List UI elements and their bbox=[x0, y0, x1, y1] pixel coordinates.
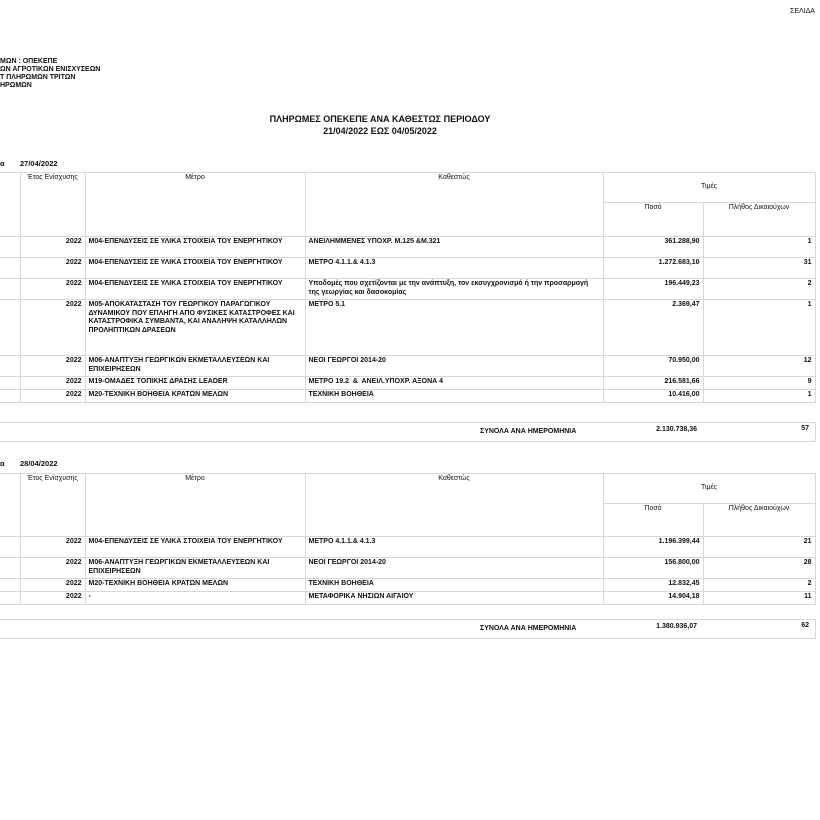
col-header-times: Τιμές bbox=[603, 474, 815, 504]
cell-plithos: 1 bbox=[703, 300, 815, 356]
cell-metro: Μ05-ΑΠΟΚΑΤΑΣΤΑΣΗ ΤΟΥ ΓΕΩΡΓΙΚΟΥ ΠΑΡΑΓΩΓΙΚΟΥ ΔΥΝΑΜΙΚΟΥ ΠΟΥ ΕΠΛΗΓΗ ΑΠΟ ΦΥΣΙΚΕΣ ΚΑΤΑΣΤΡΟΦΕΣ ΚΑΙ ΚΑΤΑΣΤΡΟΦΙΚΑ ΣΥΜΒΑΝΤΑ, ΚΑΙ ΑΝΑΛΗΨΗ ΚΑΤΑΛΛΗΛΩΝ ΠΡΟΛΗΠΤΙΚΩΝ ΔΡΑΣΕΩΝ bbox=[85, 300, 305, 356]
cell-kathestos: ΜΕΤΡΟ 5.1 bbox=[305, 300, 603, 356]
cell-year: 2022 bbox=[20, 558, 85, 579]
cell-metro: Μ20-ΤΕΧΝΙΚΗ ΒΟΗΘΕΙΑ ΚΡΑΤΩΝ ΜΕΛΩΝ bbox=[85, 579, 305, 592]
section-date: 28/04/2022 bbox=[20, 459, 58, 468]
table-row bbox=[0, 579, 815, 592]
cell-year: 2022 bbox=[20, 237, 85, 258]
cell-plithos: 28 bbox=[703, 558, 815, 579]
totals-label: ΣΥΝΟΛΑ ΑΝΑ ΗΜΕΡΟΜΗΝΙΑ bbox=[480, 625, 577, 632]
cell-poso: 361.288,90 bbox=[603, 237, 703, 258]
cell-year: 2022 bbox=[20, 592, 85, 605]
cell-metro: Μ20-ΤΕΧΝΙΚΗ ΒΟΗΘΕΙΑ ΚΡΑΤΩΝ ΜΕΛΩΝ bbox=[85, 390, 305, 403]
totals-label: ΣΥΝΟΛΑ ΑΝΑ ΗΜΕΡΟΜΗΝΙΑ bbox=[480, 428, 577, 435]
totals-poso: 1.380.936,07 bbox=[656, 623, 697, 630]
cell-year: 2022 bbox=[20, 390, 85, 403]
cell-poso: 2.369,47 bbox=[603, 300, 703, 356]
table-row bbox=[0, 377, 815, 390]
table-row bbox=[0, 558, 815, 579]
cell-plithos: 21 bbox=[703, 537, 815, 558]
totals-row bbox=[0, 619, 816, 639]
totals-plithos: 57 bbox=[801, 425, 809, 432]
cell-plithos: 2 bbox=[703, 579, 815, 592]
col-header-poso: Ποσό bbox=[603, 504, 703, 537]
cell-metro: Μ04-ΕΠΕΝΔΥΣΕΙΣ ΣΕ ΥΛΙΚΑ ΣΤΟΙΧΕΙΑ ΤΟΥ ΕΝΕΡΓΗΤΙΚΟΥ bbox=[85, 237, 305, 258]
totals-poso: 2.130.738,36 bbox=[656, 426, 697, 433]
cell-metro: Μ06-ΑΝΑΠΤΥΞΗ ΓΕΩΡΓΙΚΩΝ ΕΚΜΕΤΑΛΛΕΥΣΕΩΝ ΚΑΙ ΕΠΙΧΕΙΡΗΣΕΩΝ bbox=[85, 356, 305, 377]
cell-metro: Μ04-ΕΠΕΝΔΥΣΕΙΣ ΣΕ ΥΛΙΚΑ ΣΤΟΙΧΕΙΑ ΤΟΥ ΕΝΕΡΓΗΤΙΚΟΥ bbox=[85, 537, 305, 558]
cell-plithos: 1 bbox=[703, 390, 815, 403]
col-header-metro: Μέτρο bbox=[85, 474, 305, 537]
section-date: 27/04/2022 bbox=[20, 159, 58, 168]
table-row bbox=[0, 279, 815, 300]
blank-cell bbox=[0, 173, 20, 237]
table-row bbox=[0, 237, 815, 258]
cell-poso: 10.416,00 bbox=[603, 390, 703, 403]
date-prefix: α bbox=[0, 459, 5, 468]
col-header-kathestos: Καθεστώς bbox=[305, 474, 603, 537]
cell-year: 2022 bbox=[20, 356, 85, 377]
cell-metro: Μ06-ΑΝΑΠΤΥΞΗ ΓΕΩΡΓΙΚΩΝ ΕΚΜΕΤΑΛΛΕΥΣΕΩΝ ΚΑΙ ΕΠΙΧΕΙΡΗΣΕΩΝ bbox=[85, 558, 305, 579]
col-header-times: Τιμές bbox=[603, 173, 815, 203]
table-row bbox=[0, 300, 815, 356]
cell-kathestos: Υποδομές που σχετίζονται με την ανάπτυξη, τον εκσυγχρονισμό ή την προσαρμογή της γεωργίας και δασοκομίας bbox=[305, 279, 603, 300]
cell-year: 2022 bbox=[20, 258, 85, 279]
org-line: ΜΩΝ : ΟΠΕΚΕΠΕ bbox=[0, 58, 58, 65]
cell-plithos: 12 bbox=[703, 356, 815, 377]
cell-metro: Μ19-ΟΜΑΔΕΣ ΤΟΠΙΚΗΣ ΔΡΑΣΗΣ LEADER bbox=[85, 377, 305, 390]
totals-plithos: 62 bbox=[801, 622, 809, 629]
cell-kathestos: ΤΕΧΝΙΚΗ ΒΟΗΘΕΙΑ bbox=[305, 579, 603, 592]
cell-metro: Μ04-ΕΠΕΝΔΥΣΕΙΣ ΣΕ ΥΛΙΚΑ ΣΤΟΙΧΕΙΑ ΤΟΥ ΕΝΕΡΓΗΤΙΚΟΥ bbox=[85, 279, 305, 300]
table-row bbox=[0, 258, 815, 279]
cell-kathestos: ΝΕΟΙ ΓΕΩΡΓΟΙ 2014-20 bbox=[305, 558, 603, 579]
cell-poso: 12.832,45 bbox=[603, 579, 703, 592]
cell-poso: 14.904,18 bbox=[603, 592, 703, 605]
cell-year: 2022 bbox=[20, 537, 85, 558]
cell-kathestos: ΜΕΤΡΟ 4.1.1.& 4.1.3 bbox=[305, 258, 603, 279]
col-header-metro: Μέτρο bbox=[85, 173, 305, 237]
col-header-kathestos: Καθεστώς bbox=[305, 173, 603, 237]
col-header-year: Έτος Ενίσχυσης bbox=[20, 173, 85, 237]
cell-kathestos: ΜΕΤΡΟ 4.1.1.& 4.1.3 bbox=[305, 537, 603, 558]
col-header-plithos: Πλήθος Δικαιούχων bbox=[703, 504, 815, 537]
blank-cell bbox=[0, 474, 20, 537]
cell-poso: 1.196.399,44 bbox=[603, 537, 703, 558]
cell-poso: 1.272.683,10 bbox=[603, 258, 703, 279]
payments-table bbox=[0, 473, 816, 605]
cell-plithos: 31 bbox=[703, 258, 815, 279]
table-row bbox=[0, 356, 815, 377]
page-label: ΣΕΛΙΔΑ bbox=[790, 8, 815, 15]
cell-kathestos: ΝΕΟΙ ΓΕΩΡΓΟΙ 2014-20 bbox=[305, 356, 603, 377]
cell-poso: 156.800,00 bbox=[603, 558, 703, 579]
col-header-poso: Ποσό bbox=[603, 203, 703, 237]
cell-kathestos: ΑΝΕΙΛΗΜΜΕΝΕΣ ΥΠΟΧΡ. Μ.125 &Μ.321 bbox=[305, 237, 603, 258]
table-row bbox=[0, 592, 815, 605]
cell-kathestos: ΜΕΤΡΟ 19.2 & ΑΝΕΙΛ.ΥΠΟΧΡ. ΑΞΟΝΑ 4 bbox=[305, 377, 603, 390]
cell-year: 2022 bbox=[20, 279, 85, 300]
cell-plithos: 11 bbox=[703, 592, 815, 605]
cell-plithos: 1 bbox=[703, 237, 815, 258]
date-prefix: α bbox=[0, 159, 5, 168]
cell-metro: - bbox=[85, 592, 305, 605]
cell-kathestos: ΜΕΤΑΦΟΡΙΚΑ ΝΗΣΙΩΝ ΑΙΓΑΙΟΥ bbox=[305, 592, 603, 605]
col-header-year: Έτος Ενίσχυσης bbox=[20, 474, 85, 537]
cell-year: 2022 bbox=[20, 377, 85, 390]
table-row bbox=[0, 537, 815, 558]
cell-kathestos: ΤΕΧΝΙΚΗ ΒΟΗΘΕΙΑ bbox=[305, 390, 603, 403]
report-title: ΠΛΗΡΩΜΕΣ ΟΠΕΚΕΠΕ ΑΝΑ ΚΑΘΕΣΤΩΣ ΠΕΡΙΟΔΟΥ bbox=[269, 114, 491, 124]
cell-poso: 216.581,66 bbox=[603, 377, 703, 390]
cell-poso: 196.449,23 bbox=[603, 279, 703, 300]
org-line: ΩΝ ΑΓΡΟΤΙΚΩΝ ΕΝΙΣΧΥΣΕΩΝ bbox=[0, 66, 101, 73]
col-header-plithos: Πλήθος Δικαιούχων bbox=[703, 203, 815, 237]
cell-year: 2022 bbox=[20, 579, 85, 592]
cell-plithos: 2 bbox=[703, 279, 815, 300]
org-line: ΗΡΩΜΩΝ bbox=[0, 82, 32, 89]
cell-metro: Μ04-ΕΠΕΝΔΥΣΕΙΣ ΣΕ ΥΛΙΚΑ ΣΤΟΙΧΕΙΑ ΤΟΥ ΕΝΕΡΓΗΤΙΚΟΥ bbox=[85, 258, 305, 279]
cell-plithos: 9 bbox=[703, 377, 815, 390]
org-line: Τ ΠΛΗΡΩΜΩΝ ΤΡΙΤΩΝ bbox=[0, 74, 76, 81]
table-row bbox=[0, 390, 815, 403]
report-subtitle: 21/04/2022 ΕΩΣ 04/05/2022 bbox=[323, 126, 437, 136]
payments-table bbox=[0, 172, 816, 403]
totals-row bbox=[0, 422, 816, 442]
cell-year: 2022 bbox=[20, 300, 85, 356]
cell-poso: 70.950,00 bbox=[603, 356, 703, 377]
